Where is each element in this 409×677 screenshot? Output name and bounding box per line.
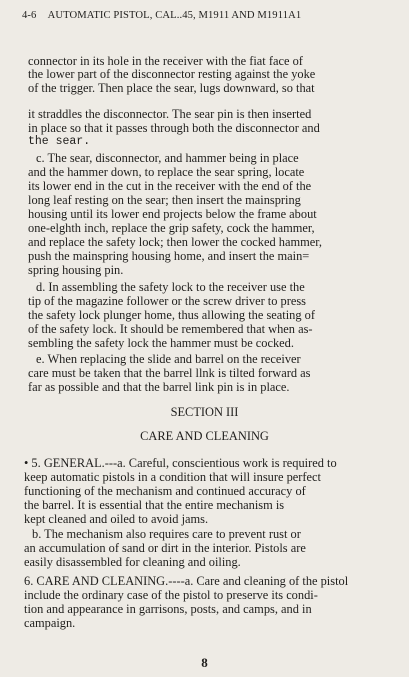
text-line: an accumulation of sand or dirt in the interior. Pistols are bbox=[24, 541, 306, 555]
running-header bbox=[22, 10, 301, 21]
text-line: tip of the magazine follower or the screw driver to press bbox=[28, 294, 307, 308]
text-line: the sear. bbox=[28, 135, 91, 148]
text-line: • 5. GENERAL.---a. Careful, conscientious work is required to bbox=[24, 456, 337, 470]
text-line: c. The sear, disconnector, and hammer being in place bbox=[36, 151, 299, 165]
text-line: long leaf resting on the sear; then insert the mainspring bbox=[28, 193, 301, 207]
text-line: tion and appearance in garrisons, posts, and camps, and in bbox=[24, 602, 312, 616]
text-line: b. The mechanism also requires care to prevent rust or bbox=[32, 527, 301, 541]
text-line: its lower end in the cut in the receiver with the end of the bbox=[28, 179, 312, 193]
text-line: of the trigger. Then place the sear, lugs downward, so that bbox=[28, 81, 315, 95]
section-heading: SECTION III bbox=[170, 405, 239, 419]
text-line: it straddles the disconnector. The sear pin is then inserted bbox=[28, 107, 312, 121]
text-line: 6. CARE AND CLEANING.----a. Care and cleaning of the pistol bbox=[24, 574, 349, 588]
text-line: push the mainspring housing home, and insert the main= bbox=[28, 249, 310, 263]
text-line: e. When replacing the slide and barrel on the receiver bbox=[36, 352, 301, 366]
text-line: functioning of the mechanism and continued accuracy of bbox=[24, 484, 306, 498]
text-line: spring housing pin. bbox=[28, 263, 124, 277]
text-line: and replace the safety lock; then lower the cocked hammer, bbox=[28, 235, 322, 249]
header-title: AUTOMATIC PISTOL, CAL..45, M1911 AND M1911A1 bbox=[47, 10, 302, 21]
text-line: easily disassembled for cleaning and oiling. bbox=[24, 555, 241, 569]
text-line: in place so that it passes through both the disconnector and bbox=[28, 121, 320, 135]
text-line: kept cleaned and oiled to avoid jams. bbox=[24, 512, 209, 526]
text-line: d. In assembling the safety lock to the receiver use the bbox=[36, 280, 305, 294]
text-line: of the safety lock. It should be remembered that when as- bbox=[28, 322, 313, 336]
text-line: far as possible and that the barrel link pin is in place. bbox=[28, 380, 290, 394]
text-line: connector in its hole in the receiver with the fiat face of bbox=[28, 54, 303, 68]
text-line: sembling the safety lock the hammer must be cocked. bbox=[28, 336, 294, 350]
header-page-ref: 4-6 bbox=[22, 10, 37, 21]
text-line: the barrel. It is essential that the entire mechanism is bbox=[24, 498, 285, 512]
text-line: the safety lock plunger home, thus allowing the seating of bbox=[28, 308, 315, 322]
text-line: housing until its lower end projects below the frame about bbox=[28, 207, 317, 221]
section-heading: CARE AND CLEANING bbox=[140, 429, 269, 443]
text-line: one-elghth inch, replace the grip safety, cock the hammer, bbox=[28, 221, 315, 235]
page-number: 8 bbox=[201, 655, 208, 670]
text-line: include the ordinary case of the pistol to preserve its condi- bbox=[24, 588, 318, 602]
text-line: keep automatic pistols in a condition that will insure perfect bbox=[24, 470, 321, 484]
text-line: the lower part of the disconnector resting against the yoke bbox=[28, 67, 316, 81]
text-line: campaign. bbox=[24, 616, 76, 630]
text-line: and the hammer down, to replace the sear spring, locate bbox=[28, 165, 305, 179]
text-line: care must be taken that the barrel llnk is tilted forward as bbox=[28, 366, 311, 380]
